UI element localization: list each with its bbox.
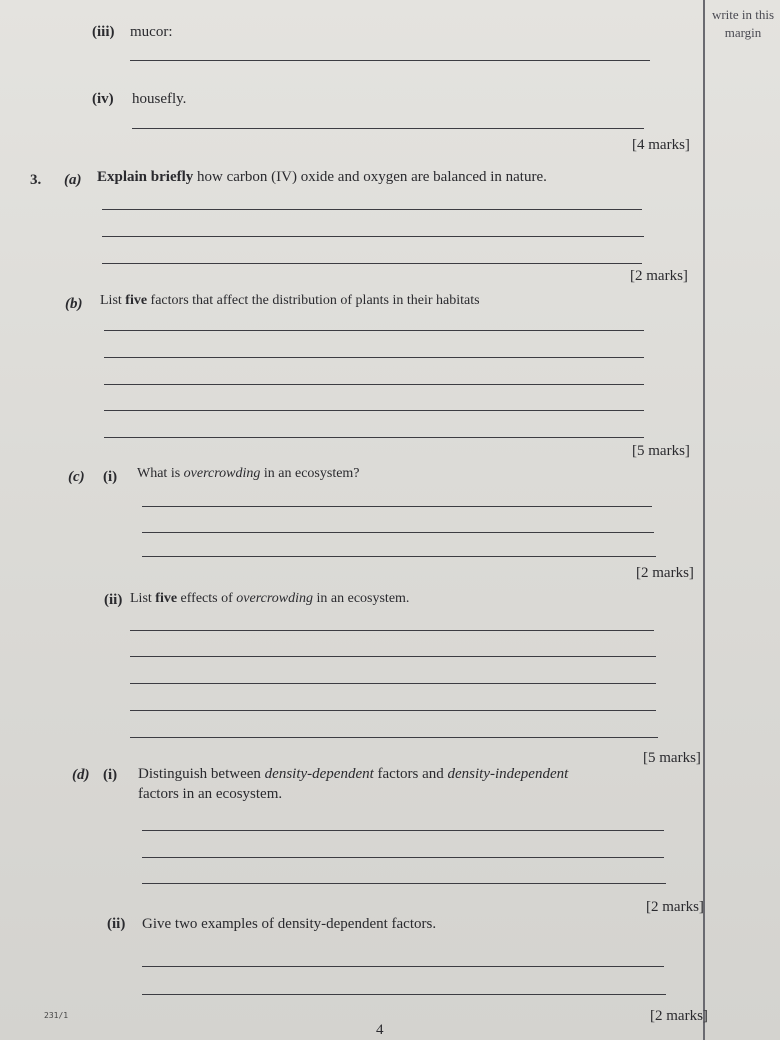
answer-line[interactable] bbox=[104, 330, 644, 331]
answer-line[interactable] bbox=[130, 656, 656, 657]
part-c-label: (c) bbox=[68, 469, 85, 485]
answer-line[interactable] bbox=[132, 128, 644, 129]
margin-rule bbox=[703, 0, 705, 1040]
marks-label: [2 marks] bbox=[636, 565, 694, 581]
part-a-verb: Explain briefly bbox=[97, 169, 194, 185]
marks-label: [5 marks] bbox=[632, 443, 690, 459]
answer-line[interactable] bbox=[102, 263, 642, 264]
part-a-question bbox=[97, 169, 547, 186]
part-b-question bbox=[100, 293, 480, 309]
margin-note: write in this margin bbox=[711, 7, 775, 40]
answer-line[interactable] bbox=[142, 883, 666, 884]
part-d-i-mid: factors and bbox=[373, 766, 448, 782]
question-number: 3. bbox=[30, 172, 42, 188]
answer-line[interactable] bbox=[104, 410, 644, 411]
part-c-ii-rest: in an ecosystem. bbox=[313, 591, 410, 606]
marks-label: [2 marks] bbox=[650, 1008, 708, 1024]
answer-line[interactable] bbox=[142, 506, 652, 507]
answer-line[interactable] bbox=[102, 209, 642, 210]
part-b-emph: five bbox=[125, 293, 148, 308]
answer-line[interactable] bbox=[104, 437, 644, 438]
part-c-ii-pre: List bbox=[130, 591, 156, 606]
paper-code: 231/1 bbox=[44, 1011, 69, 1020]
answer-line[interactable] bbox=[142, 966, 664, 967]
answer-line[interactable] bbox=[130, 60, 650, 61]
answer-line[interactable] bbox=[102, 236, 644, 237]
part-d-i-term1: density-dependent bbox=[264, 766, 374, 782]
marks-label: [4 marks] bbox=[632, 137, 690, 153]
part-d-i-term2: density-independent bbox=[447, 766, 569, 782]
part-d-i-pre: Distinguish between bbox=[138, 766, 265, 782]
marks-label: [2 marks] bbox=[646, 899, 704, 915]
item-iv-label: (iv) bbox=[92, 91, 114, 107]
part-c-i-rest: in an ecosystem? bbox=[260, 466, 360, 481]
part-d-ii-question: Give two examples of density-dependent factors. bbox=[142, 916, 437, 932]
item-iii-text: mucor: bbox=[130, 24, 173, 40]
answer-line[interactable] bbox=[142, 994, 666, 995]
part-d-i-question-line2: factors in an ecosystem. bbox=[138, 786, 283, 802]
answer-line[interactable] bbox=[130, 630, 654, 631]
part-c-ii-question bbox=[130, 591, 409, 607]
marks-label: [2 marks] bbox=[630, 268, 688, 284]
answer-line[interactable] bbox=[142, 857, 664, 858]
item-iv-text: housefly. bbox=[132, 91, 187, 107]
part-c-ii-mid: effects of bbox=[177, 591, 237, 606]
part-c-ii-label: (ii) bbox=[104, 592, 123, 608]
part-a-rest: how carbon (IV) oxide and oxygen are balanced in nature. bbox=[193, 169, 547, 185]
answer-line[interactable] bbox=[142, 532, 654, 533]
answer-line[interactable] bbox=[104, 357, 644, 358]
page-number: 4 bbox=[376, 1022, 384, 1038]
part-d-i-question-line1 bbox=[138, 766, 568, 783]
part-b-rest: factors that affect the distribution of plants in their habitats bbox=[147, 293, 480, 308]
part-d-ii-label: (ii) bbox=[107, 916, 126, 932]
part-d-label: (d) bbox=[72, 767, 90, 783]
answer-line[interactable] bbox=[130, 737, 658, 738]
part-b-pre: List bbox=[100, 293, 126, 308]
answer-line[interactable] bbox=[104, 384, 644, 385]
part-d-i-label: (i) bbox=[103, 767, 118, 783]
part-b-label: (b) bbox=[65, 296, 83, 312]
part-c-i-term: overcrowding bbox=[183, 466, 261, 481]
answer-line[interactable] bbox=[142, 556, 656, 557]
part-c-i-label: (i) bbox=[103, 469, 118, 485]
answer-line[interactable] bbox=[130, 710, 656, 711]
item-iii-label: (iii) bbox=[92, 24, 115, 40]
part-a-label: (a) bbox=[64, 172, 82, 188]
part-c-i-question bbox=[137, 466, 360, 482]
part-c-ii-term: overcrowding bbox=[236, 591, 313, 606]
part-c-ii-emph: five bbox=[155, 591, 178, 606]
answer-line[interactable] bbox=[142, 830, 664, 831]
marks-label: [5 marks] bbox=[643, 750, 701, 766]
part-c-i-pre: What is bbox=[137, 466, 184, 481]
answer-line[interactable] bbox=[130, 683, 656, 684]
